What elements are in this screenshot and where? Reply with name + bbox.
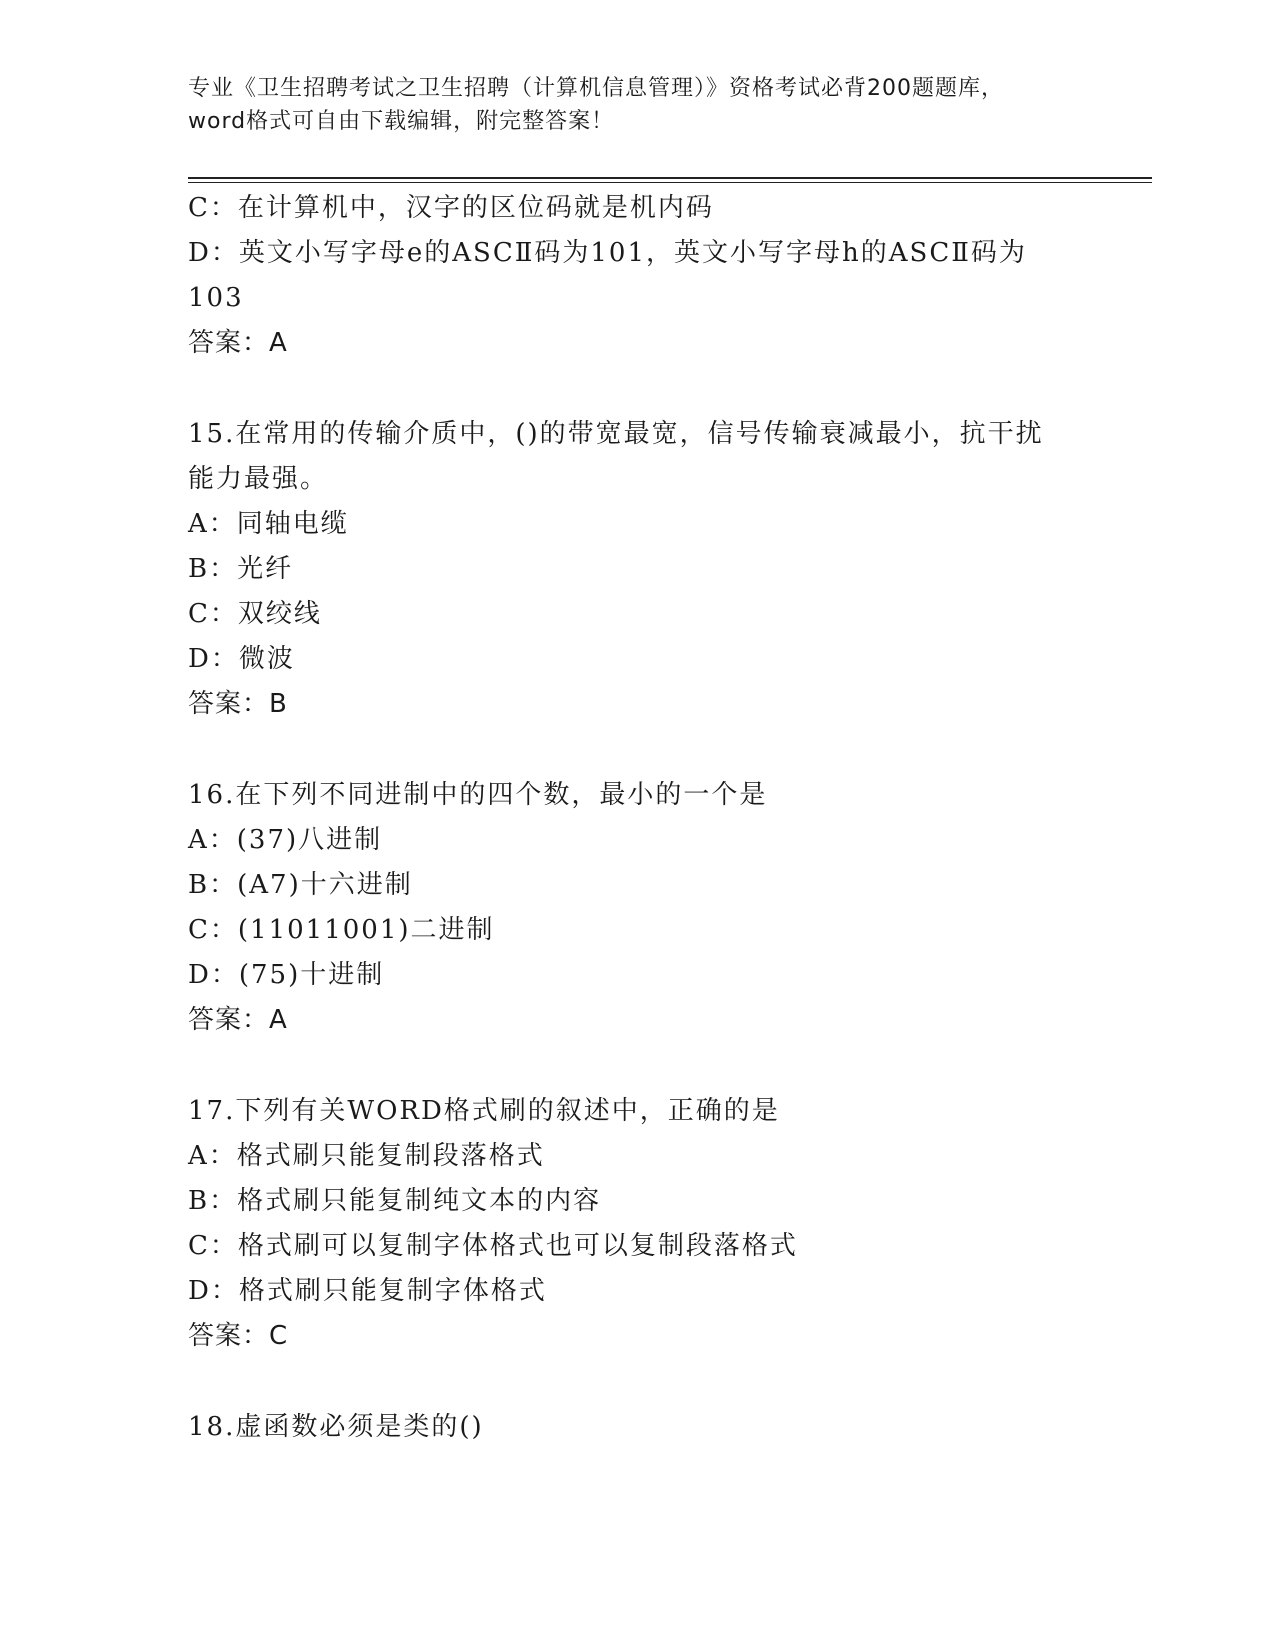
document-header <box>188 72 1068 138</box>
option-d: D：英文小写字母e的ASCⅡ码为101，英文小写字母h的ASCⅡ码为 <box>188 238 1027 268</box>
option-a: A：(37)八进制 <box>188 825 383 855</box>
question-gap <box>188 366 1088 412</box>
answer: 答案：A <box>188 1005 288 1035</box>
question-15 <box>188 412 1088 727</box>
question-stem: 17.下列有关WORD格式刷的叙述中，正确的是 <box>188 1096 780 1126</box>
header-line-2: word格式可自由下载编辑，附完整答案！ <box>188 109 615 134</box>
option-b: B：格式刷只能复制纯文本的内容 <box>188 1186 602 1216</box>
option-a: A：格式刷只能复制段落格式 <box>188 1141 545 1171</box>
question-17 <box>188 1089 1088 1359</box>
option-c: C：格式刷可以复制字体格式也可以复制段落格式 <box>188 1231 798 1261</box>
option-d-continued: 103 <box>188 283 244 313</box>
option-c: C：在计算机中，汉字的区位码就是机内码 <box>188 193 714 223</box>
question-stem: 15.在常用的传输介质中，()的带宽最宽，信号传输衰减最小，抗干扰 <box>188 419 1044 449</box>
option-d: D：格式刷只能复制字体格式 <box>188 1276 547 1306</box>
answer: 答案：A <box>188 328 288 358</box>
option-d: D：微波 <box>188 644 295 674</box>
option-a: A：同轴电缆 <box>188 509 349 539</box>
question-gap <box>188 727 1088 773</box>
question-gap <box>188 1359 1088 1405</box>
question-16 <box>188 773 1088 1043</box>
document-body <box>188 186 1088 1450</box>
header-divider <box>188 177 1152 183</box>
header-line-1: 专业《卫生招聘考试之卫生招聘（计算机信息管理）》资格考试必背200题题库， <box>188 76 1004 101</box>
option-b: B：光纤 <box>188 554 294 584</box>
answer: 答案：C <box>188 1321 289 1351</box>
option-c: C：双绞线 <box>188 599 322 629</box>
question-stem-continued: 能力最强。 <box>188 464 329 494</box>
answer: 答案：B <box>188 689 288 719</box>
question-stem: 18.虚函数必须是类的() <box>188 1412 484 1442</box>
option-c: C：(11011001)二进制 <box>188 915 495 945</box>
option-d: D：(75)十进制 <box>188 960 385 990</box>
question-18 <box>188 1405 1088 1450</box>
option-b: B：(A7)十六进制 <box>188 870 413 900</box>
question-14-continued <box>188 186 1088 366</box>
question-stem: 16.在下列不同进制中的四个数，最小的一个是 <box>188 780 768 810</box>
question-gap <box>188 1043 1088 1089</box>
